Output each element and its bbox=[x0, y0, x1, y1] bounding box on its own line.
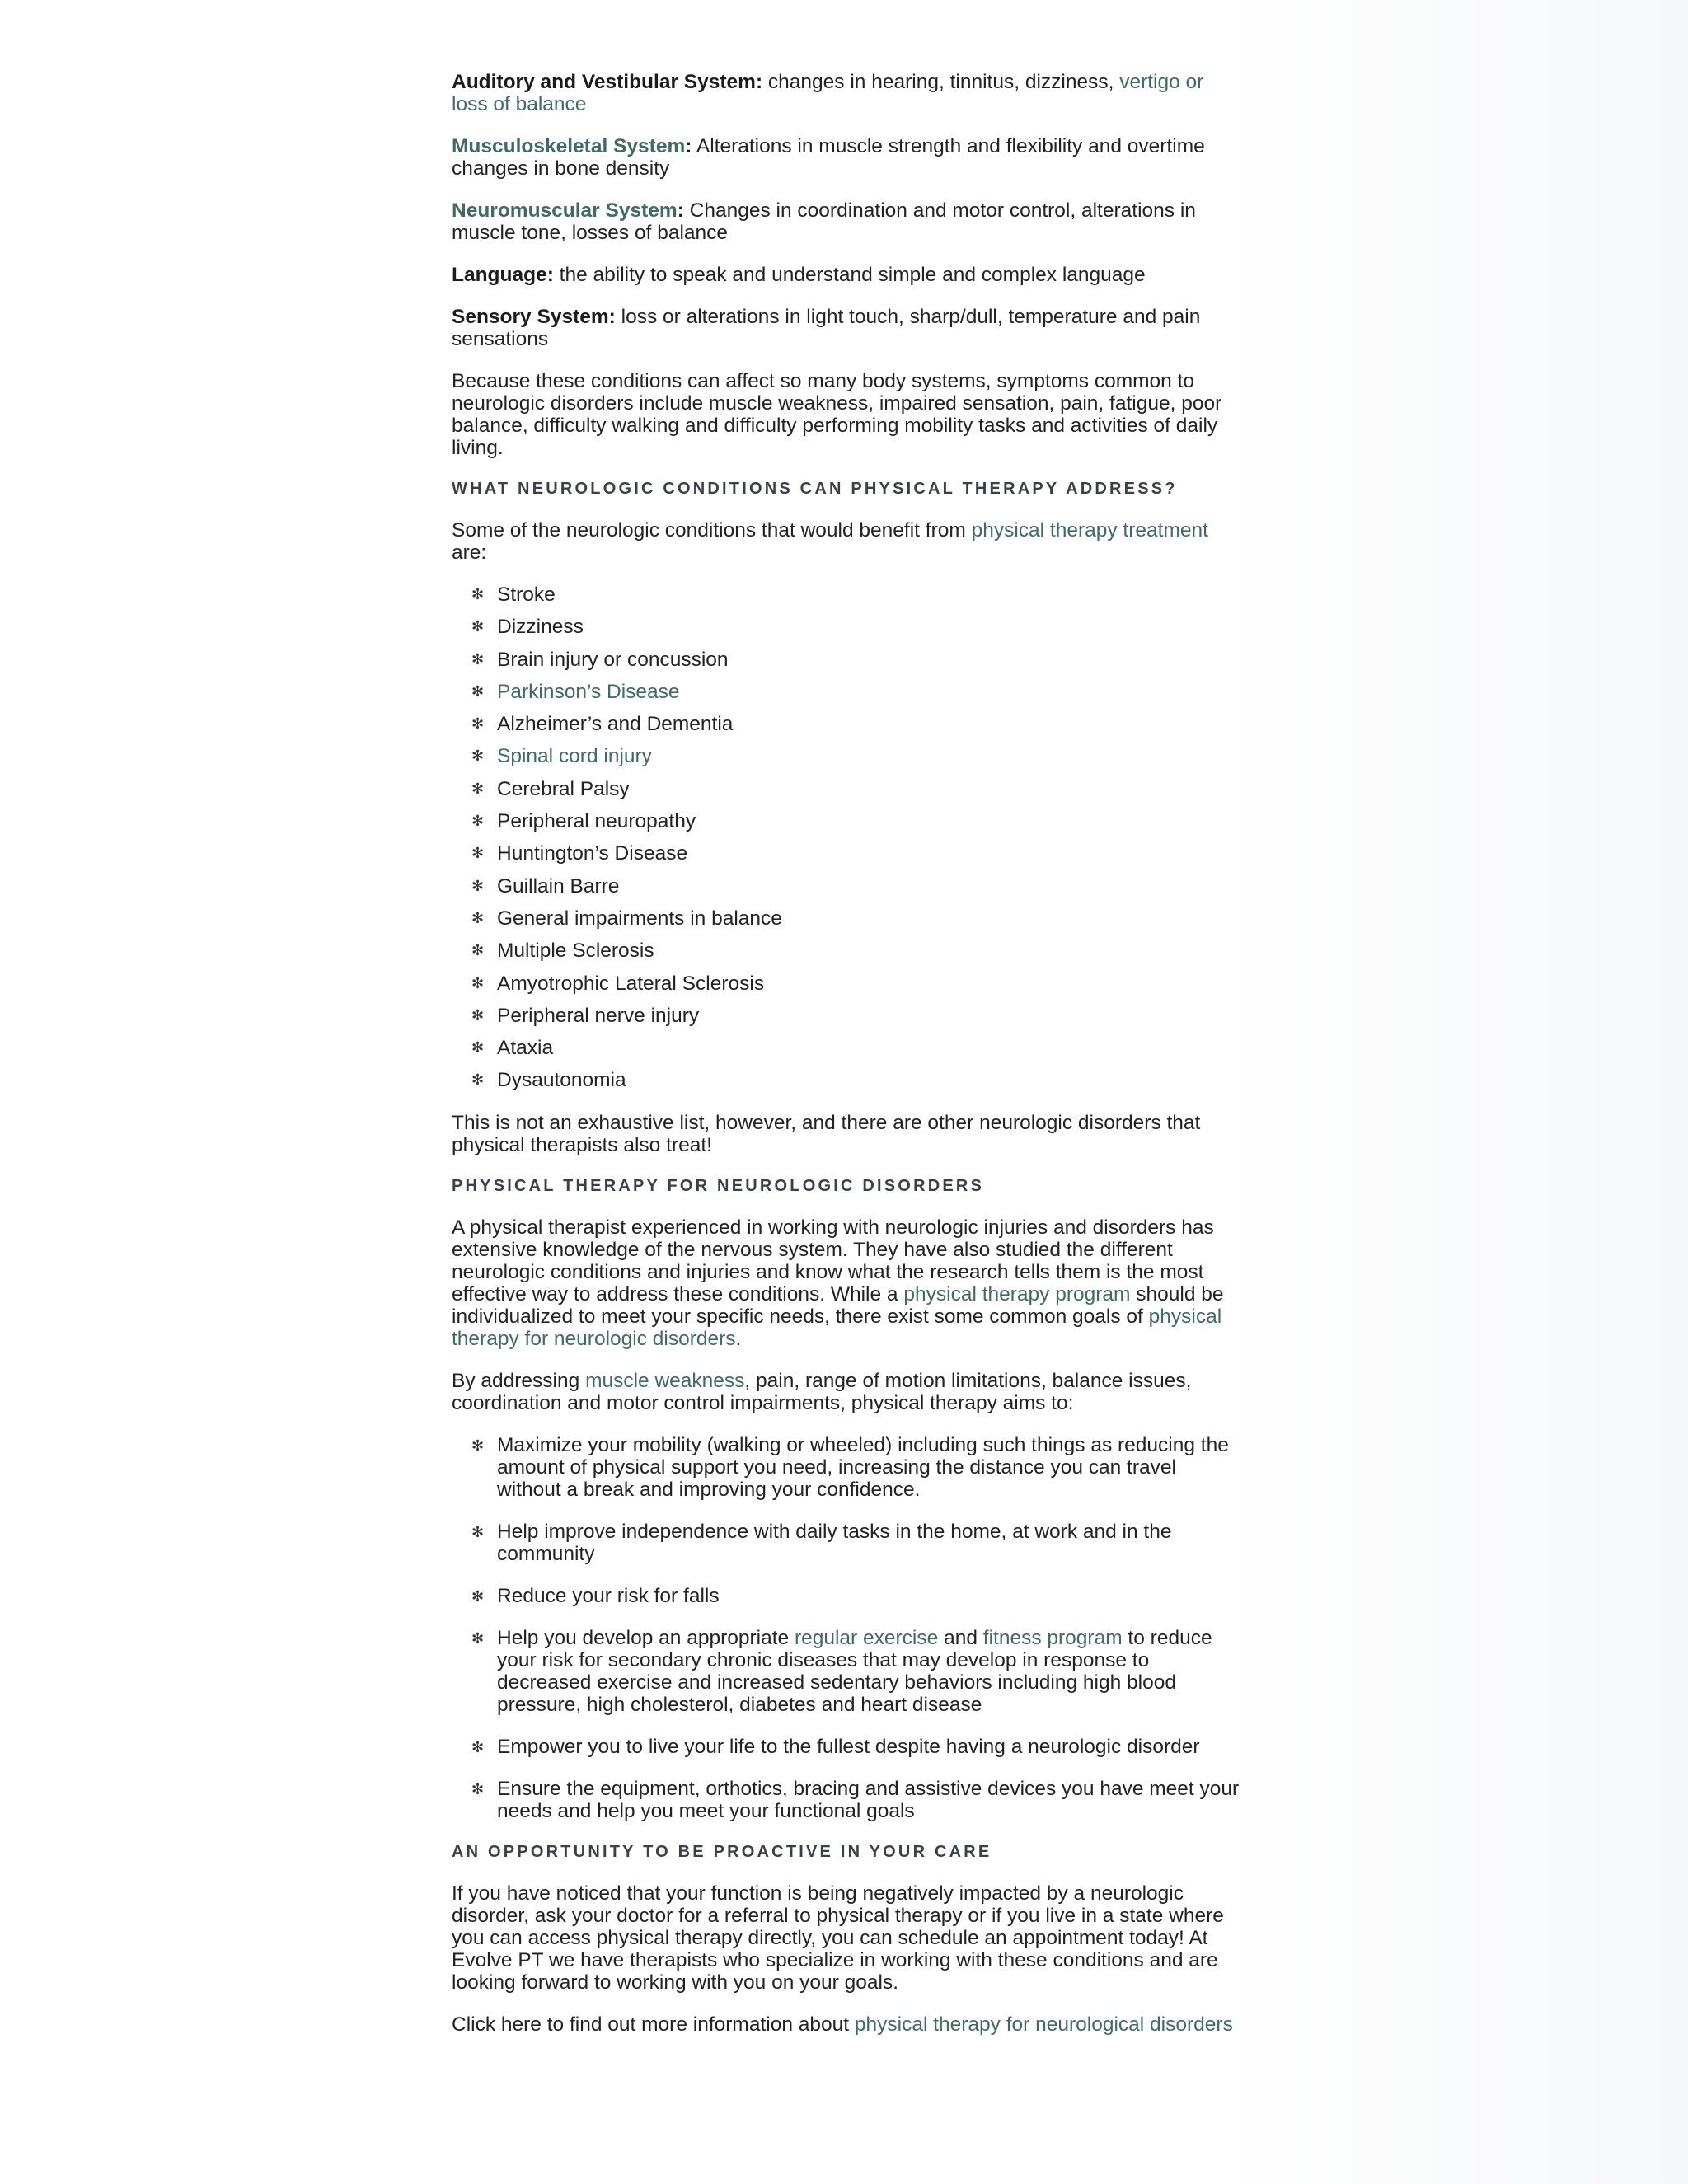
paragraph-text: Click here to find out more information about bbox=[452, 2013, 855, 2036]
pt-aims-paragraph bbox=[452, 1370, 1243, 1414]
body-system-musculoskeletal bbox=[452, 135, 1243, 180]
paragraph-text: , pain, range of motion limitations, balance issues, coordination and motor control impairments, physical therapy aims to: bbox=[452, 1369, 1192, 1414]
colon: : bbox=[685, 135, 692, 157]
paragraph-text: should be individualized to meet your specific needs, there exist some common goals of bbox=[452, 1282, 1224, 1328]
body-system-label: Sensory System: bbox=[452, 306, 616, 328]
intro-text: Some of the neurologic conditions that would benefit from bbox=[452, 519, 972, 541]
goal-text: Ensure the equipment, orthotics, bracing and assistive devices you have meet your needs and help you meet your functional goals bbox=[497, 1777, 1240, 1822]
paragraph-text: By addressing bbox=[452, 1369, 586, 1392]
condition-text: Peripheral neuropathy bbox=[497, 810, 696, 833]
pt-neuro-disorders-link[interactable]: physical therapy for neurologic disorders bbox=[452, 1305, 1222, 1350]
goal-text: to reduce your risk for secondary chronic diseases that may develop in response to decreased exercise and increased sedentary behaviors including high blood pressure, high cholesterol, diabetes and heart disease bbox=[497, 1626, 1212, 1716]
asterisk-bullet-icon: ✻ bbox=[471, 682, 485, 700]
condition-text: Alzheimer’s and Dementia bbox=[497, 713, 734, 736]
list-item bbox=[452, 1000, 1243, 1032]
asterisk-bullet-icon: ✻ bbox=[471, 1071, 485, 1089]
body-system-text: changes in hearing, tinnitus, dizziness, bbox=[762, 71, 1120, 93]
body-system-sensory bbox=[452, 306, 1243, 350]
list-item bbox=[452, 708, 1243, 740]
list-item bbox=[452, 1434, 1243, 1501]
list-item bbox=[452, 773, 1243, 805]
article-content bbox=[452, 71, 1243, 2055]
list-item bbox=[452, 870, 1243, 902]
body-system-auditory bbox=[452, 71, 1243, 115]
section-heading-pt-neuro: PHYSICAL THERAPY FOR NEUROLOGIC DISORDERS bbox=[452, 1176, 985, 1195]
list-item bbox=[452, 1627, 1243, 1716]
pt-knowledge-paragraph bbox=[452, 1216, 1243, 1350]
asterisk-bullet-icon: ✻ bbox=[471, 1629, 485, 1647]
condition-text: Dizziness bbox=[497, 616, 584, 639]
section-heading-conditions: WHAT NEUROLOGIC CONDITIONS CAN PHYSICAL THERAPY ADDRESS? bbox=[452, 480, 1178, 498]
physical-therapy-treatment-link[interactable]: physical therapy treatment bbox=[971, 519, 1208, 541]
asterisk-bullet-icon: ✻ bbox=[471, 586, 485, 602]
condition-text: Dysautonomia bbox=[497, 1069, 626, 1092]
asterisk-bullet-icon: ✻ bbox=[471, 618, 485, 635]
conditions-intro bbox=[452, 519, 1243, 564]
body-system-neuromuscular bbox=[452, 199, 1243, 244]
body-system-label: Auditory and Vestibular System: bbox=[452, 71, 763, 93]
list-item bbox=[452, 968, 1243, 1000]
condition-text: General impairments in balance bbox=[497, 907, 782, 930]
condition-text: Multiple Sclerosis bbox=[497, 940, 654, 963]
list-item bbox=[452, 1736, 1243, 1758]
list-item bbox=[452, 935, 1243, 967]
body-system-text: the ability to speak and understand simple and complex language bbox=[553, 264, 1146, 286]
list-item bbox=[452, 902, 1243, 935]
condition-text: Brain injury or concussion bbox=[497, 648, 729, 671]
neuromuscular-link[interactable]: Neuromuscular System bbox=[452, 199, 678, 222]
list-item bbox=[452, 1585, 1243, 1607]
colon: : bbox=[677, 199, 684, 222]
list-item bbox=[452, 1521, 1243, 1565]
goal-text: Help improve independence with daily tasks in the home, at work and in the community bbox=[497, 1520, 1172, 1565]
asterisk-bullet-icon: ✻ bbox=[471, 1587, 485, 1605]
asterisk-bullet-icon: ✻ bbox=[471, 813, 485, 830]
list-item bbox=[452, 1064, 1243, 1096]
condition-text: Peripheral nerve injury bbox=[497, 1004, 700, 1027]
asterisk-bullet-icon: ✻ bbox=[471, 1738, 485, 1755]
goal-text: Reduce your risk for falls bbox=[497, 1584, 720, 1607]
goal-text: Help you develop an appropriate bbox=[497, 1626, 795, 1649]
asterisk-bullet-icon: ✻ bbox=[471, 942, 485, 959]
list-item bbox=[452, 740, 1243, 772]
paragraph-text: . bbox=[735, 1327, 742, 1350]
asterisk-bullet-icon: ✻ bbox=[471, 1006, 485, 1024]
body-system-language bbox=[452, 264, 1243, 286]
muscle-weakness-link[interactable]: muscle weakness bbox=[585, 1369, 745, 1392]
symptoms-paragraph: Because these conditions can affect so many body systems, symptoms common to neurologic disorders include muscle weakness, impaired sensation, pain, fatigue, poor balance, difficulty walking and difficulty performing mobility tasks and activities of daily living. bbox=[452, 370, 1222, 459]
proactive-paragraph: If you have noticed that your function is being negatively impacted by a neurologic disorder, ask your doctor for a referral to physical therapy or if you live in a state where you can access physical therapy directly, you can schedule an appointment today! At Evolve PT we have therapists who specialize in working with these conditions and are looking forward to working with you on your goals. bbox=[452, 1882, 1224, 1994]
list-item bbox=[452, 579, 1243, 611]
conditions-closing: This is not an exhaustive list, however, and there are other neurologic disorders that physical therapists also treat! bbox=[452, 1111, 1201, 1156]
list-item bbox=[452, 837, 1243, 869]
list-item bbox=[452, 644, 1243, 676]
asterisk-bullet-icon: ✻ bbox=[471, 1523, 485, 1540]
asterisk-bullet-icon: ✻ bbox=[471, 748, 485, 765]
asterisk-bullet-icon: ✻ bbox=[471, 909, 485, 926]
pt-neurological-disorders-link[interactable]: physical therapy for neurological disorders bbox=[854, 2013, 1233, 2036]
goal-text: Empower you to live your life to the fullest despite having a neurologic disorder bbox=[497, 1735, 1200, 1758]
asterisk-bullet-icon: ✻ bbox=[471, 715, 485, 733]
asterisk-bullet-icon: ✻ bbox=[471, 780, 485, 797]
goal-text: Maximize your mobility (walking or wheeled) including such things as reducing the amount of physical support you need, increasing the distance you can travel without a break and improving your confidence. bbox=[497, 1433, 1229, 1501]
condition-text: Huntington’s Disease bbox=[497, 842, 688, 865]
list-item bbox=[452, 1032, 1243, 1064]
goal-text: and bbox=[938, 1626, 983, 1649]
asterisk-bullet-icon: ✻ bbox=[471, 974, 485, 991]
body-system-text: loss or alterations in light touch, sharp/dull, temperature and pain sensations bbox=[452, 306, 1201, 350]
list-item bbox=[452, 805, 1243, 837]
asterisk-bullet-icon: ✻ bbox=[471, 877, 485, 894]
asterisk-bullet-icon: ✻ bbox=[471, 845, 485, 862]
asterisk-bullet-icon: ✻ bbox=[471, 1780, 485, 1797]
condition-text: Guillain Barre bbox=[497, 874, 620, 898]
intro-text-end: are: bbox=[452, 541, 487, 564]
regular-exercise-link[interactable]: regular exercise bbox=[794, 1626, 939, 1649]
goals-list bbox=[452, 1434, 1243, 1822]
list-item bbox=[452, 1778, 1243, 1822]
condition-link[interactable]: Spinal cord injury bbox=[497, 745, 652, 768]
paragraph-text: A physical therapist experienced in working with neurologic injuries and disorders has extensive knowledge of the nervous system. They have also studied the different neurologic conditions and injuries and know what the research tells them is the most effective way to address these conditions. While a bbox=[452, 1216, 1214, 1305]
list-item bbox=[452, 676, 1243, 708]
condition-link[interactable]: Parkinson’s Disease bbox=[497, 680, 680, 703]
vertigo-link[interactable]: vertigo or loss of balance bbox=[452, 71, 1204, 115]
asterisk-bullet-icon: ✻ bbox=[471, 1436, 485, 1454]
body-system-text: Alterations in muscle strength and flexibility and overtime changes in bone density bbox=[452, 135, 1205, 180]
condition-text: Ataxia bbox=[497, 1037, 554, 1060]
physical-therapy-program-link[interactable]: physical therapy program bbox=[903, 1282, 1131, 1305]
body-system-label: Language: bbox=[452, 264, 554, 286]
fitness-program-link[interactable]: fitness program bbox=[982, 1626, 1123, 1649]
conditions-list bbox=[452, 579, 1243, 1097]
asterisk-bullet-icon: ✻ bbox=[471, 650, 485, 668]
section-heading-proactive: AN OPPORTUNITY TO BE PROACTIVE IN YOUR CARE bbox=[452, 1842, 992, 1861]
asterisk-bullet-icon: ✻ bbox=[471, 1039, 485, 1057]
condition-text: Cerebral Palsy bbox=[497, 777, 630, 800]
condition-text: Amyotrophic Lateral Sclerosis bbox=[497, 972, 765, 995]
more-info-paragraph bbox=[452, 2013, 1243, 2036]
musculoskeletal-link[interactable]: Musculoskeletal System bbox=[452, 135, 686, 157]
list-item bbox=[452, 611, 1243, 643]
condition-text: Stroke bbox=[497, 583, 556, 606]
body-system-text: Changes in coordination and motor control, alterations in muscle tone, losses of balance bbox=[452, 199, 1196, 244]
